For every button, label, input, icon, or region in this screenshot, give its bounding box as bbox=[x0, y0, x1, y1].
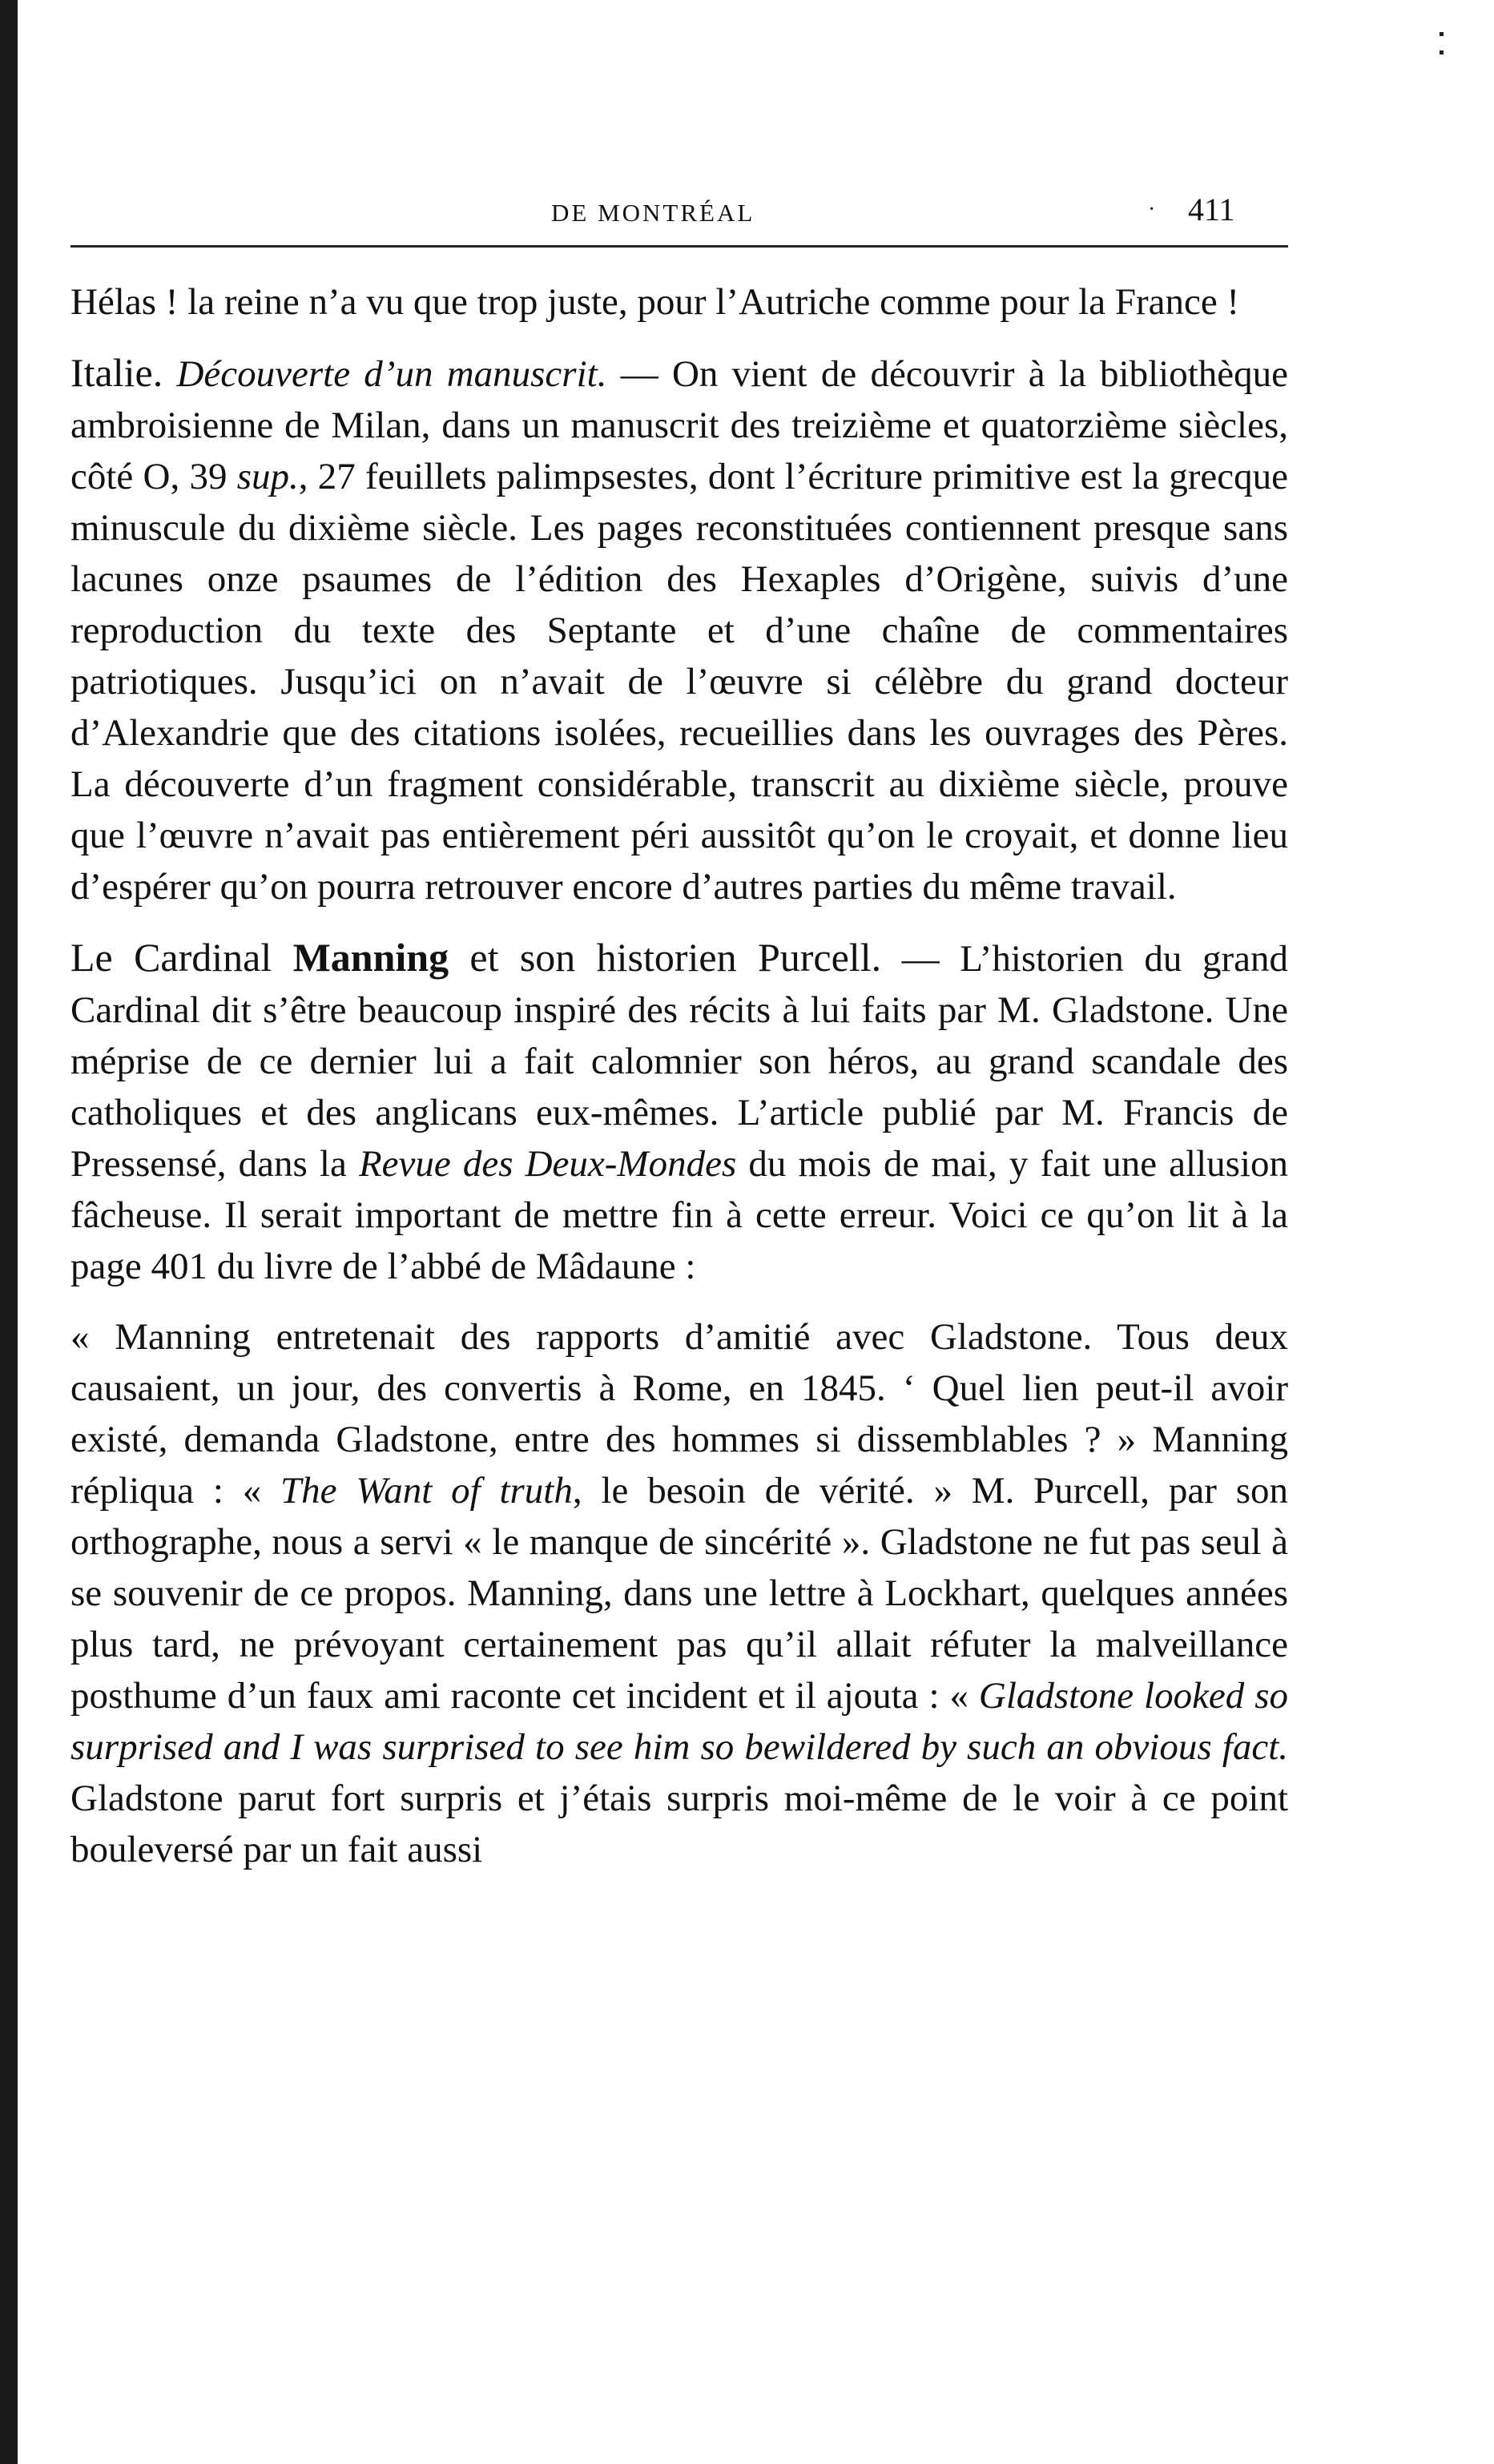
english-quotation: Gladstone looked so surprised and I was surprised to see him so bewildered by such an obvious fact. bbox=[70, 1675, 1288, 1768]
running-head-dot: · bbox=[1148, 197, 1156, 222]
margin-marks bbox=[1440, 32, 1444, 64]
paragraph-text: — L’historien du grand Cardinal dit s’être beaucoup inspiré des récits à lui faits par M. Gladstone. Une méprise de ce dernier lui a fait calomnier son héros, au grand scandale des catholiques et des anglicans eux-mêmes. L’article publié par M. Francis de Pressensé, dans la bbox=[70, 938, 1288, 1185]
section-title-manuscrit: Découverte d’un manuscrit. bbox=[176, 353, 607, 395]
english-phrase: The Want of truth bbox=[280, 1470, 573, 1512]
book-page bbox=[70, 176, 1288, 1875]
paragraph-marie-antoinette bbox=[70, 276, 1288, 328]
paragraph-text: « Manning entretenait des rapports d’amitié avec Gladstone. Tous deux causaient, un jour, des convertis à Rome, en 1845. ‘ Quel lien peut-il avoir existé, demanda Gladstone, entre des hommes si dissemblables ? » Manning répliqua : « bbox=[70, 1316, 1288, 1512]
section-lead-cardinal: Le Cardinal bbox=[70, 935, 293, 980]
running-title: DE MONTRÉAL bbox=[551, 199, 755, 227]
page-number: 411 bbox=[1188, 191, 1235, 227]
quotation-paragraph bbox=[70, 1311, 1288, 1875]
sup-abbreviation: sup. bbox=[236, 456, 299, 497]
scan-edge bbox=[0, 0, 18, 2464]
section-lead-purcell: et son historien Purcell. bbox=[449, 935, 882, 980]
paragraph-text: Hélas ! la reine n’a vu que trop juste, pour l’Autriche comme pour la France ! bbox=[70, 281, 1240, 323]
header-rule bbox=[70, 245, 1288, 248]
paragraph-text: du mois de mai, y fait une allusion fâcheuse. Il serait important de mettre fin à cette erreur. Voici ce qu’on lit à la page 401 du livre de l’abbé de Mâdaune : bbox=[70, 1143, 1289, 1287]
paragraph-text: , 27 feuillets palimpsestes, dont l’écriture primitive est la grecque minuscule du dixième siècle. Les pages reconstituées contiennent presque sans lacunes onze psaumes de l’édition des Hexaples d’Origène, suivis d’une reproduction du texte des Septante et d’une chaîne de commentaires patriotiques. Jusqu’ici on n’avait de l’œuvre si célèbre du grand docteur d’Alexandrie que des citations isolées, recueillies dans les ouvrages des Pères. La découverte d’un fragment considérable, transcrit au dixième siècle, prouve que l’œuvre n’avait pas entièrement péri aussitôt qu’on le croyait, et donne lieu d’espérer qu’on pourra retrouver encore d’autres parties du même travail. bbox=[70, 456, 1288, 908]
paragraph-text: , le besoin de vérité. » M. Purcell, par son orthographe, nous a servi « le manque de sincérité ». Gladstone ne fut pas seul à se souvenir de ce propos. Manning, dans une lettre à Lockhart, quelques années plus tard, ne prévoyant certainement pas qu’il allait réfuter la malveillance posthume d’un faux ami raconte cet incident et il ajouta : « bbox=[70, 1470, 1288, 1717]
running-head bbox=[70, 176, 1288, 232]
section-lead-italie: Italie. bbox=[70, 350, 163, 395]
paragraph-text: — On vient de découvrir à la bibliothèque ambroisienne de Milan, dans un manuscrit des treizième et quatorzième siècles, côté O, 39 bbox=[70, 353, 1288, 497]
section-lead-manning: Manning bbox=[292, 935, 449, 980]
revue-title: Revue des Deux-Mondes bbox=[358, 1143, 737, 1185]
paragraph-italie bbox=[70, 347, 1288, 912]
paragraph-manning bbox=[70, 932, 1288, 1292]
paragraph-text: Gladstone parut fort surpris et j’étais surpris moi-même de le voir à ce point bouleversé par un fait aussi bbox=[70, 1778, 1288, 1870]
